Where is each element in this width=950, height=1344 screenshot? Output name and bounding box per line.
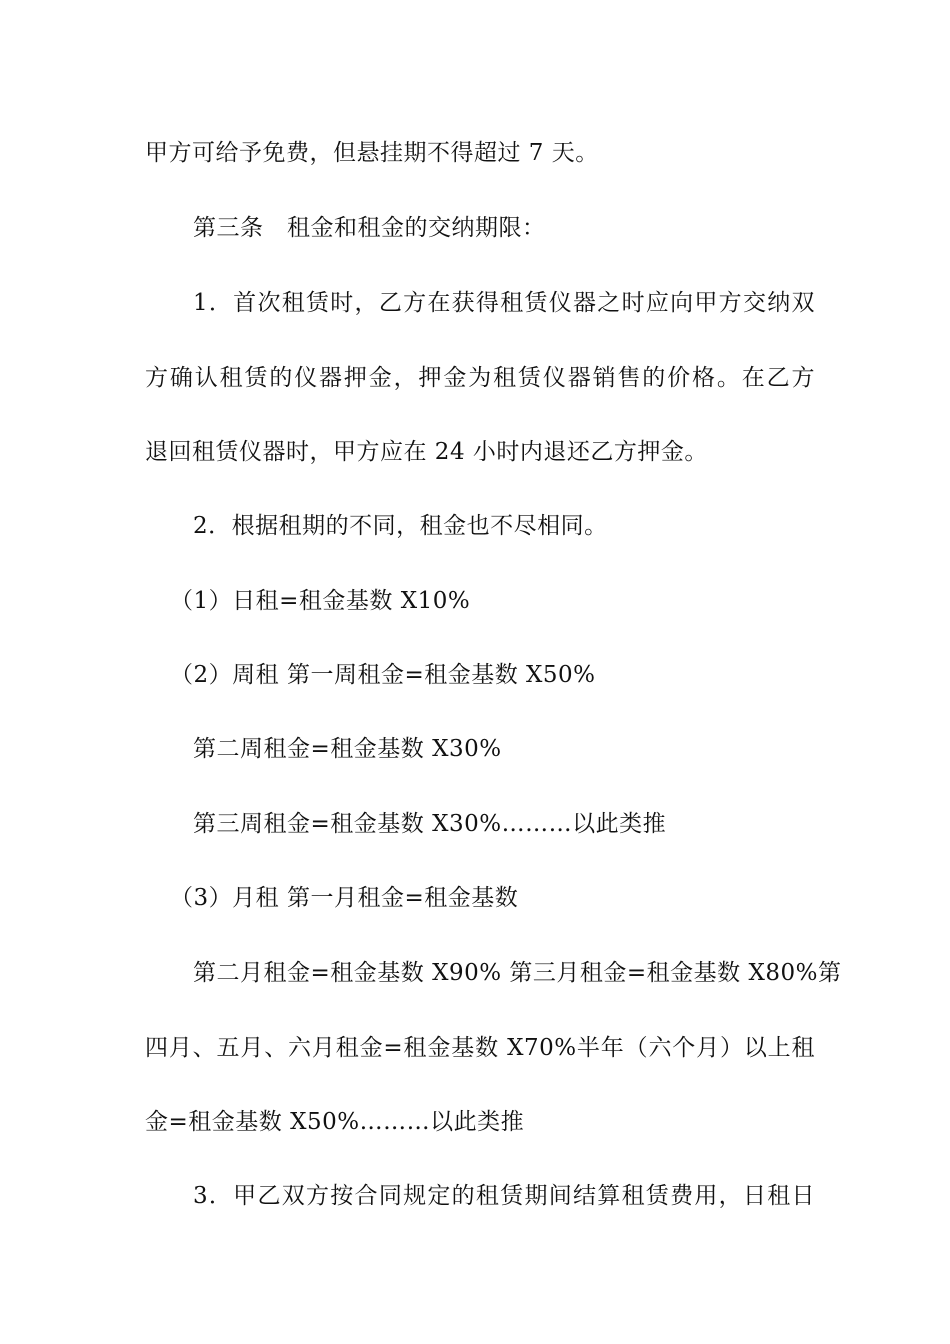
article-3-heading: 第三条 租金和租金的交纳期限： [193, 215, 546, 241]
text-line-13: 四月、五月、六月租金=租金基数 X70%半年（六个月）以上租 [145, 1035, 815, 1061]
text-line-6: 2．根据租期的不同，租金也不尽相同。 [193, 513, 608, 539]
text-line-5: 退回租赁仪器时，甲方应在 24 小时内退还乙方押金。 [145, 439, 708, 465]
text-line-14: 金=租金基数 X50%………以此类推 [145, 1109, 525, 1135]
text-line-8: （2）周租 第一周租金=租金基数 X50% [170, 662, 596, 688]
text-line-15: 3．甲乙双方按合同规定的租赁期间结算租赁费用，日租日 [193, 1183, 815, 1209]
text-line-11: （3）月租 第一月租金=租金基数 [170, 885, 519, 911]
text-line-4: 方确认租赁的仪器押金，押金为租赁仪器销售的价格。在乙方 [145, 365, 815, 391]
text-line-3: 1．首次租赁时，乙方在获得租赁仪器之时应向甲方交纳双 [193, 290, 815, 316]
text-line-9: 第二周租金=租金基数 X30% [193, 736, 502, 762]
text-line-12: 第二月租金=租金基数 X90% 第三月租金=租金基数 X80%第 [193, 960, 842, 986]
text-line-10: 第三周租金=租金基数 X30%………以此类推 [193, 811, 667, 837]
text-line-7: （1）日租=租金基数 X10% [170, 588, 471, 614]
text-line-1: 甲方可给予免费，但悬挂期不得超过 7 天。 [145, 140, 599, 166]
